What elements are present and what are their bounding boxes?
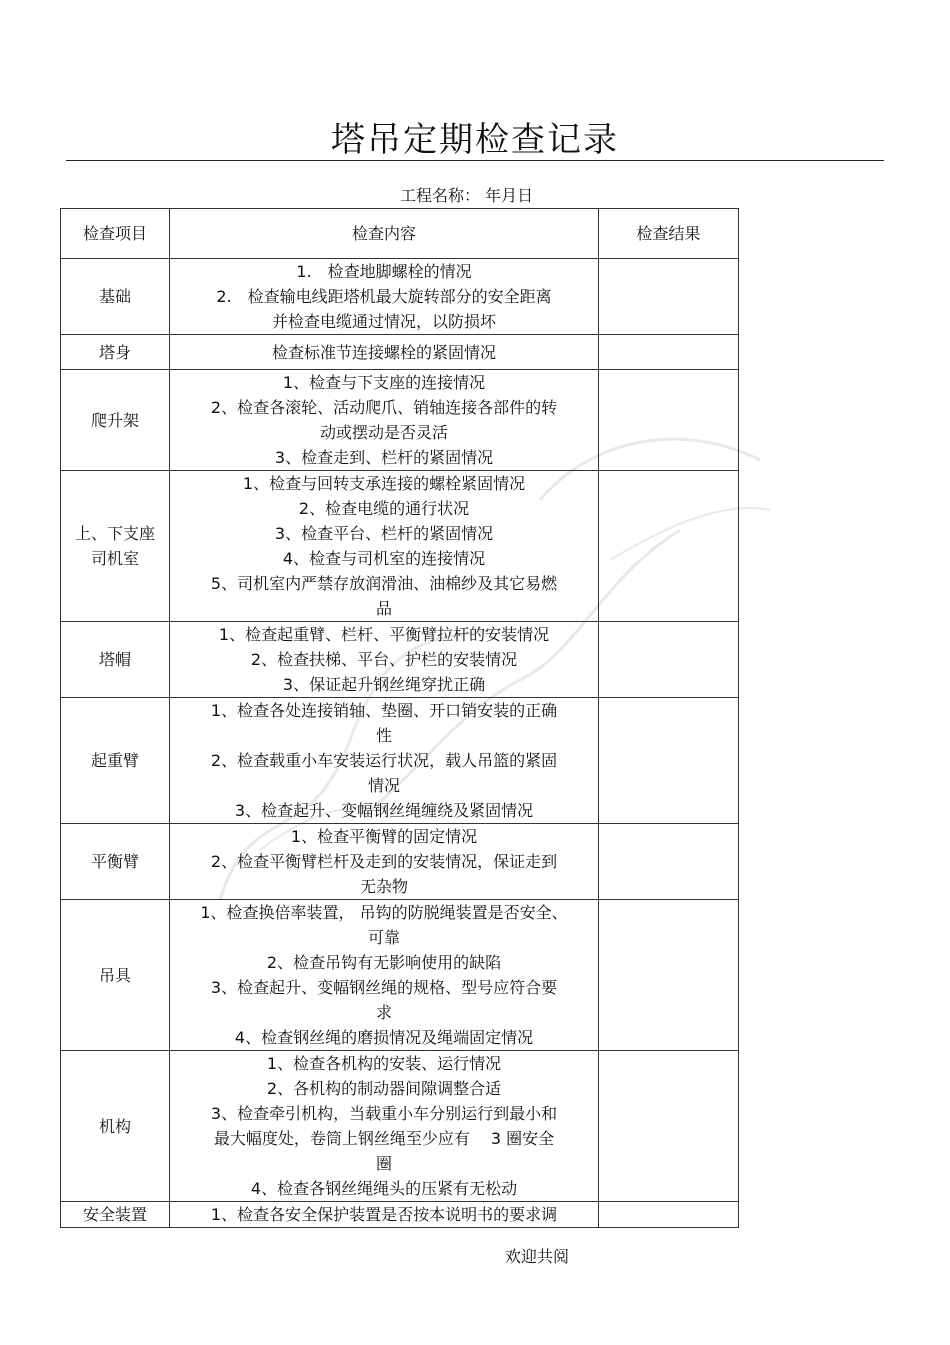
- row-item: [61, 900, 170, 1051]
- item-line: 起重臂: [90, 751, 139, 770]
- item-line: 吊具: [98, 965, 131, 985]
- title-underline: [66, 160, 884, 161]
- footer-text: 欢迎共阅: [505, 1247, 570, 1266]
- row-result: [599, 1202, 739, 1228]
- header-item: 检查项目: [61, 209, 170, 259]
- content-line: 2、各机构的制动器间隙调整合适: [266, 1079, 502, 1098]
- content-line: 3、保证起升钢丝绳穿扰正确: [282, 675, 486, 694]
- content-line: 可靠: [367, 928, 400, 947]
- item-line: 平衡臂: [90, 852, 139, 871]
- content-line: 并检查电缆通过情况，以防损坏: [271, 312, 496, 331]
- row-content: [170, 698, 599, 824]
- inspection-table: [60, 208, 739, 1228]
- row-result: [599, 335, 739, 370]
- content-line: 情况: [367, 776, 400, 795]
- content-line: 2、检查电缆的通行状况: [298, 499, 470, 518]
- row-content: [170, 824, 599, 900]
- content-line: 2、检查各滚轮、活动爬爪、销轴连接各部件的转: [210, 398, 558, 417]
- content-line: 3、检查牵引机构，当载重小车分别运行到最小和: [210, 1104, 558, 1123]
- table-row: [61, 698, 739, 824]
- content-line: 2、检查扶梯、平台、护栏的安装情况: [250, 650, 518, 669]
- row-result: [599, 622, 739, 698]
- content-line: 1. 检查地脚螺栓的情况: [296, 262, 472, 281]
- table-row: [61, 622, 739, 698]
- table-header-row: [61, 209, 739, 259]
- content-line: 动或摆动是否灵活: [319, 423, 448, 442]
- table-row: [61, 900, 739, 1051]
- content-line: 4、检查与司机室的连接情况: [282, 549, 486, 568]
- row-result: [599, 471, 739, 622]
- row-item: [61, 698, 170, 824]
- row-content: [170, 622, 599, 698]
- content-line: 3、检查走到、栏杆的紧固情况: [274, 448, 494, 467]
- row-result: [599, 259, 739, 335]
- row-result: [599, 370, 739, 471]
- row-content: [170, 900, 599, 1051]
- content-line: 检查标准节连接螺栓的紧固情况: [271, 342, 496, 362]
- content-line: 求: [375, 1003, 392, 1022]
- row-item: [61, 335, 170, 370]
- row-result: [599, 1051, 739, 1202]
- content-line: 5、司机室内严禁存放润滑油、油棉纱及其它易燃: [210, 574, 558, 593]
- content-line: 2、检查载重小车安装运行状况，载人吊篮的紧固: [210, 751, 558, 770]
- table-row: [61, 370, 739, 471]
- content-line: 4、检查钢丝绳的磨损情况及绳端固定情况: [234, 1028, 534, 1047]
- row-content: [170, 1051, 599, 1202]
- item-line: 机构: [98, 1116, 131, 1136]
- header-result: 检查结果: [599, 209, 739, 259]
- row-result: [599, 824, 739, 900]
- row-result: [599, 698, 739, 824]
- item-line: 司机室: [90, 549, 139, 568]
- item-line: 爬升架: [90, 410, 139, 430]
- content-line: 3、检查起升、变幅钢丝绳缠绕及紧固情况: [234, 801, 534, 820]
- row-result: [599, 900, 739, 1051]
- row-item: [61, 622, 170, 698]
- row-item: [61, 370, 170, 471]
- content-line: 最大幅度处，卷筒上钢丝绳至少应有 3 圈安全: [213, 1129, 555, 1148]
- content-line: 1、检查换倍率装置， 吊钩的防脱绳装置是否安全、: [200, 903, 568, 922]
- item-line: 塔帽: [98, 650, 131, 669]
- item-line: 上、下支座: [74, 524, 155, 543]
- row-content: [170, 335, 599, 370]
- table-row: [61, 1202, 739, 1228]
- row-content: [170, 471, 599, 622]
- table-row: [61, 471, 739, 622]
- content-line: 无杂物: [359, 877, 408, 896]
- content-line: 3、检查平台、栏杆的紧固情况: [274, 524, 494, 543]
- row-item: [61, 824, 170, 900]
- content-line: 品: [375, 599, 392, 618]
- content-line: 2. 检查输电线距塔机最大旋转部分的安全距离: [216, 287, 552, 306]
- content-line: 4、检查各钢丝绳绳头的压紧有无松动: [250, 1179, 518, 1198]
- item-line: 基础: [98, 287, 131, 306]
- content-line: 1、检查与下支座的连接情况: [282, 373, 486, 392]
- item-line: 塔身: [98, 342, 131, 362]
- row-item: [61, 471, 170, 622]
- table-row: [61, 1051, 739, 1202]
- row-content: [170, 370, 599, 471]
- content-line: 1、检查平衡臂的固定情况: [290, 827, 478, 846]
- row-item: [61, 1202, 170, 1228]
- row-item: [61, 1051, 170, 1202]
- content-line: 性: [375, 726, 392, 745]
- project-name-line: 工程名称： 年月日: [400, 186, 534, 205]
- row-item: [61, 259, 170, 335]
- content-line: 2、检查平衡臂栏杆及走到的安装情况，保证走到: [210, 852, 558, 871]
- content-line: 1、检查各机构的安装、运行情况: [266, 1054, 502, 1073]
- item-line: 安全装置: [82, 1205, 147, 1224]
- content-line: 3、检查起升、变幅钢丝绳的规格、型号应符合要: [210, 978, 558, 997]
- content-line: 1、检查各安全保护装置是否按本说明书的要求调: [210, 1205, 558, 1224]
- content-line: 1、检查起重臂、栏杆、平衡臂拉杆的安装情况: [218, 625, 550, 644]
- row-content: [170, 259, 599, 335]
- header-content: 检查内容: [170, 209, 599, 259]
- content-line: 1、检查与回转支承连接的螺栓紧固情况: [242, 474, 526, 493]
- content-line: 1、检查各处连接销轴、垫圈、开口销安装的正确: [210, 701, 558, 720]
- table-row: [61, 824, 739, 900]
- table-row: [61, 259, 739, 335]
- table-row: [61, 335, 739, 370]
- content-line: 2、检查吊钩有无影响使用的缺陷: [266, 953, 502, 972]
- content-line: 圈: [375, 1154, 392, 1173]
- page-title: 塔吊定期检查记录: [331, 120, 619, 160]
- row-content: [170, 1202, 599, 1228]
